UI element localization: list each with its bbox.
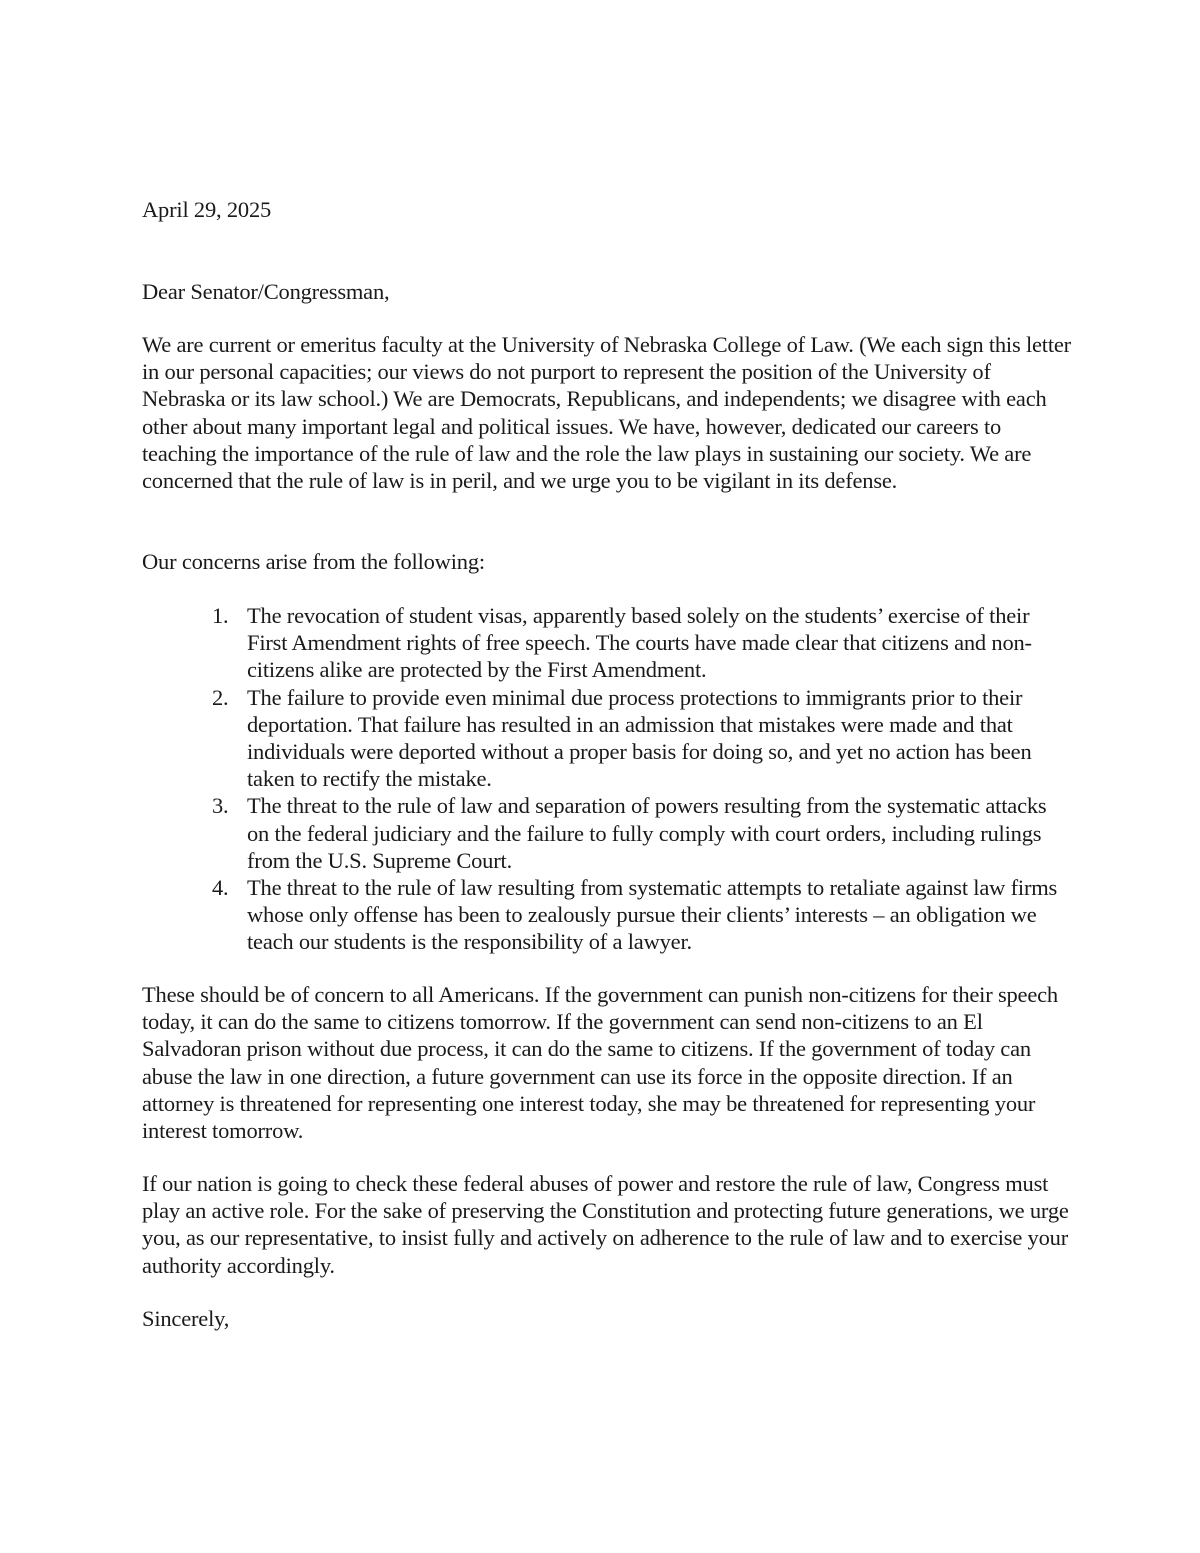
- concern-item: [142, 874, 1072, 956]
- concerns-list: [142, 602, 1072, 956]
- letter-closing: Sincerely,: [142, 1306, 230, 1331]
- concern-number: 2.: [212, 684, 229, 710]
- concerns-intro: Our concerns arise from the following:: [142, 549, 485, 574]
- concern-number: 3.: [212, 793, 229, 819]
- concern-item: [142, 792, 1072, 874]
- implications-paragraph: These should be of concern to all Americans. If the government can punish non-citizens for their speech today, it can do the same to citizens tomorrow. If the government can send non-citizens to an El Salvadoran prison without due process, it can do the same to citizens. If the government of today can abuse the law in one direction, a future government can use its force in the opposite direction. If an attorney is threatened for representing one interest today, she may be threatened for representing your interest tomorrow.: [142, 982, 1058, 1144]
- concern-text: The threat to the rule of law resulting from systematic attempts to retaliate against law firms whose only offense has been to zealously pursue their clients’ interests – an obligation we teach our students is the responsibility of a lawyer.: [247, 875, 1058, 955]
- concern-text: The failure to provide even minimal due process protections to immigrants prior to their deportation. That failure has resulted in an admission that mistakes were made and that individuals were deported without a proper basis for doing so, and yet no action has been taken to rectify the mistake.: [247, 684, 1032, 792]
- concern-text: The threat to the rule of law and separation of powers resulting from the systematic attacks on the federal judiciary and the failure to fully comply with court orders, including rulings from the U.S. Supreme Court.: [247, 793, 1047, 873]
- concern-number: 1.: [212, 603, 229, 628]
- letter-date: April 29, 2025: [142, 197, 272, 222]
- concern-item: [142, 684, 1072, 793]
- concern-text: The revocation of student visas, apparently based solely on the students’ exercise of their First Amendment rights of free speech. The courts have made clear that citizens and non-citizens alike are protected by the First Amendment.: [247, 603, 1032, 683]
- letter-salutation: Dear Senator/Congressman,: [142, 279, 390, 304]
- concern-item: [142, 602, 1072, 684]
- intro-paragraph: We are current or emeritus faculty at the University of Nebraska College of Law. (We each sign this letter in our personal capacities; our views do not purport to represent the position of the University of Nebraska or its law school.) We are Democrats, Republicans, and independents; we disagree with each other about many important legal and political issues. We have, however, dedicated our careers to teaching the importance of the rule of law and the role the law plays in sustaining our society. We are concerned that the rule of law is in peril, and we urge you to be vigilant in its defense.: [142, 332, 1071, 494]
- concern-number: 4.: [212, 875, 229, 901]
- call-to-action-paragraph: If our nation is going to check these federal abuses of power and restore the rule of law, Congress must play an active role. For the sake of preserving the Constitution and protecting future generations, we urge you, as our representative, to insist fully and actively on adherence to the rule of law and to exercise your authority accordingly.: [142, 1171, 1069, 1278]
